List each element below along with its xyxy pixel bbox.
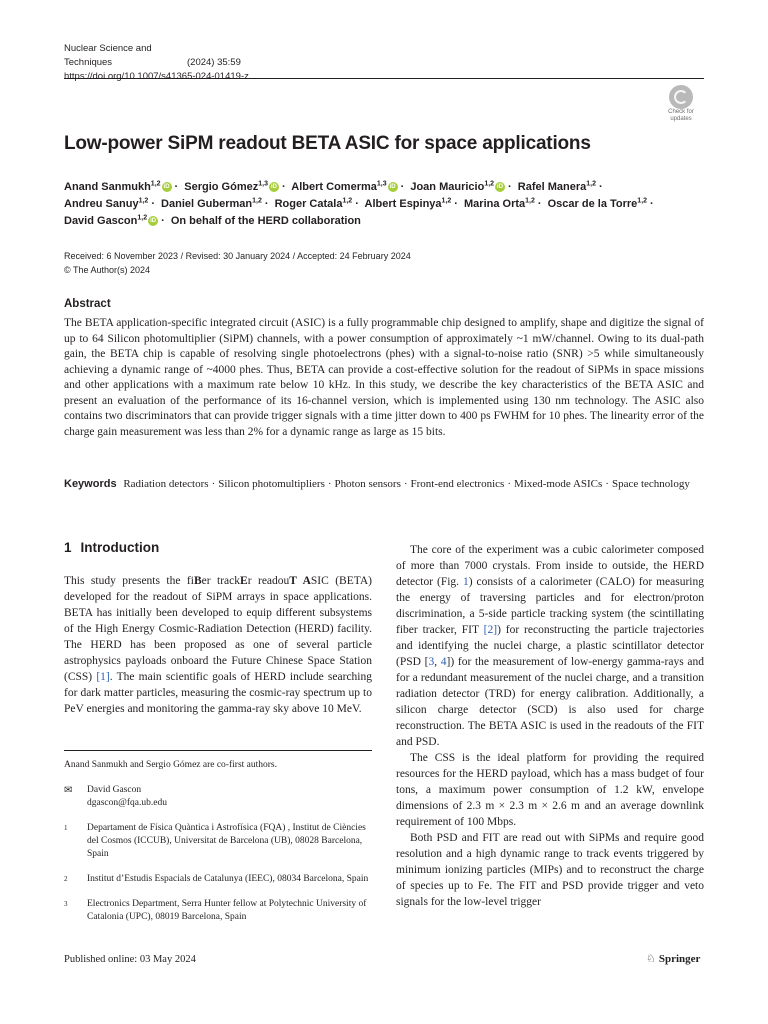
cofirst-note: Anand Sanmukh and Sergio Gómez are co-first authors. [64, 760, 277, 770]
author-4[interactable] [518, 181, 596, 193]
author-separator: · [161, 215, 165, 227]
copyright-line: © The Author(s) 2024 [64, 265, 151, 275]
author-separator: · [454, 198, 458, 210]
keyword: Radiation detectors [123, 478, 209, 490]
author-9[interactable] [464, 198, 535, 210]
author-aff: 1,2 [150, 180, 161, 188]
check-for-updates-icon [669, 85, 693, 109]
author-0[interactable] [64, 181, 172, 193]
doi-link[interactable]: https://doi.org/10.1007/s41365-024-01419-z [64, 71, 249, 82]
footnotes [64, 784, 374, 936]
affiliation-text: Electronics Department, Serra Hunter fellow at Polytechnic University of Catalonia (UPC), 08019 Barcelona, Spain [87, 899, 367, 922]
orcid-icon[interactable]: iD [150, 218, 157, 225]
text-run: SIC (BETA) developed for the readout of SiPM arrays in space applications. BETA has initially been developed to equip different subsystems of the High Energy Cosmic-Radiation Detection (HERD) facility. The HERD has been proposed as one of several particle astrophysics payloads onboard the Future Chinese Space Station (CSS) [64, 575, 372, 683]
collaboration: On behalf of the HERD collaboration [170, 215, 361, 227]
author-separator: · [355, 198, 359, 210]
text-run: This study presents the fi [64, 575, 194, 587]
dates-line: Received: 6 November 2023 / Revised: 30 January 2024 / Accepted: 24 February 2024 [64, 251, 411, 261]
abstract-heading: Abstract [64, 298, 111, 310]
contact-author [64, 784, 374, 810]
author-aff: 1,2 [525, 197, 535, 205]
author-aff: 1,2 [586, 180, 596, 188]
reference-link[interactable]: 4 [440, 656, 447, 668]
orcid-icon[interactable]: iD [163, 184, 170, 191]
badge-line1: Check for [668, 109, 694, 115]
section-heading [64, 540, 159, 555]
author-separator: · [650, 198, 654, 210]
header-rule [64, 78, 704, 79]
left-column [64, 573, 372, 717]
author-name: Albert Espinya [364, 198, 442, 210]
author-name: David Gascon [64, 215, 138, 227]
published-online: Published online: 03 May 2024 [64, 954, 196, 965]
author-separator: · [599, 181, 603, 193]
publisher-logo [646, 952, 700, 965]
affiliation-number: 1 [64, 824, 68, 832]
author-aff: 1,3 [258, 180, 268, 188]
author-list [64, 179, 714, 230]
affiliation-number: 2 [64, 875, 68, 883]
author-name: Anand Sanmukh [64, 181, 151, 193]
author-aff: 1,2 [252, 197, 262, 205]
author-11[interactable] [64, 215, 158, 227]
check-for-updates-badge[interactable] [662, 84, 700, 124]
paper-title: Low-power SiPM readout BETA ASIC for space applications [64, 133, 591, 154]
keyword: Photon sensors [334, 478, 401, 490]
text-run: er track [201, 575, 241, 587]
author-name: Albert Comerma [291, 181, 377, 193]
keyword-separator: · [327, 478, 332, 490]
author-name: Sergio Gómez [184, 181, 259, 193]
author-10[interactable] [548, 198, 647, 210]
section-title: Introduction [80, 540, 160, 555]
author-separator: · [537, 198, 542, 210]
keyword: Space technology [611, 478, 690, 490]
author-1[interactable] [184, 181, 279, 193]
affiliation-2 [64, 873, 374, 886]
author-7[interactable] [275, 198, 353, 210]
text-run: The core of the experiment was a cubic calorimeter composed of more than 7000 crystals. From inside to outside, the HERD detector (Fig. [396, 544, 704, 588]
author-aff: 1,3 [376, 180, 387, 188]
intro-paragraph-4: Both PSD and FIT are read out with SiPMs and require good resolution and a high dynamic range to track events triggered by minimum ionizing particles (MIPs) and to reconstruct the charge of species up to Fe. The FIT and PSD provide trigger and veto signals for the low-level trigger [396, 832, 704, 908]
text-run: ]) for the measurement of low-energy gamma-rays and for a redundant measurement of the nuclei charge, and a transition radiation detector (TRD) for energy calibration. Additionally, a silicon charge detector (SCD) is also used for charge reconstruction. The BETA ASIC is used in the readouts of the FIT and PSD. [396, 656, 704, 748]
author-6[interactable] [161, 198, 262, 210]
author-name: Joan Mauricio [410, 181, 485, 193]
author-separator: · [281, 181, 286, 193]
text-run: . The main scientific goals of HERD include searching for dark matter particles, measuring the cosmic-ray spectrum up to PeV energies and monitoring the gamma-ray sky above 10 MeV. [64, 671, 372, 715]
author-5[interactable] [64, 198, 148, 210]
author-aff: 1,2 [637, 197, 648, 205]
intro-paragraph-2 [396, 542, 704, 750]
orcid-icon[interactable]: iD [497, 184, 504, 191]
intro-paragraph-3: The CSS is the ideal platform for providing the required resources for the HERD payload, which has a mass budget of four tons, a maximum power consumption of 1.2 kW, envelope dimensions of 2.3 m × 2.3 m × 2.6 m and an average downlink requirement of 100 Mbps. [396, 752, 704, 828]
citation: (2024) 35:59 [187, 57, 241, 68]
article-history [64, 249, 411, 277]
author-separator: · [151, 198, 155, 210]
affiliation-text: Institut d’Estudis Espacials de Catalunya (IEEC), 08034 Barcelona, Spain [87, 874, 369, 884]
contact-email-link[interactable]: dgascon@fqa.ub.edu [87, 798, 167, 808]
text-run: r readou [247, 575, 290, 587]
author-8[interactable] [365, 198, 452, 210]
author-name: Oscar de la Torre [547, 198, 638, 210]
text-run-bold: T A [289, 575, 311, 587]
keywords-heading: Keywords [64, 478, 117, 490]
figure-link[interactable]: 1 [463, 576, 469, 588]
affiliation-1 [64, 822, 374, 861]
author-aff: 1,2 [342, 197, 353, 205]
author-aff: 1,2 [441, 197, 452, 205]
envelope-icon: ✉ [64, 785, 73, 796]
author-aff: 1,2 [137, 214, 148, 222]
keyword-separator: · [403, 478, 408, 490]
text-run: ) for reconstructing the particle trajectories and identifying the nuclei charge, a plastic scintillator detector (PSD [ [396, 624, 704, 668]
abstract-text: The BETA application-specific integrated circuit (ASIC) is a fully programmable chip designed to amplify, shape and digitize the signal of up to 64 Silicon photomultiplier (SiPM) channels, with a power consumption of approximately ~1 mW/channel. Owing to its dual-path gain, the BETA chip is capable of resolving single photoelectrons (phes) with a signal-to-noise ratio (SNR) >5 while simultaneously achieving a dynamic range of ~4000 phes. Thus, BETA can provide a cost-effective solution for the readout of SiPMs in space missions and other applications with a maximum rate below 10 kHz. In this study, we describe the key characteristics of the BETA ASIC and present an evaluation of the performance of its 16-channel version, which is implemented using 130 nm technology. The ASIC also contains two discriminators that can provide trigger signals with a time jitter down to 400 ps FWHM for 10 phes. The linearity error of the charge gain measurement was less than 2% for a dynamic range as large as 15 bits. [64, 317, 704, 438]
text-run: , [434, 656, 441, 668]
author-name: Roger Catala [274, 198, 343, 210]
author-separator: · [508, 181, 512, 193]
author-name: Marina Orta [464, 198, 526, 210]
orcid-icon[interactable]: iD [270, 184, 277, 191]
author-aff: 1,2 [484, 180, 495, 188]
orcid-icon[interactable]: iD [389, 184, 396, 191]
reference-link[interactable]: [2] [483, 624, 498, 636]
text-run-bold: B [193, 575, 202, 587]
badge-line2: updates [670, 116, 692, 122]
footnote-rule [64, 750, 372, 751]
keyword-separator: · [507, 478, 511, 490]
author-separator: · [400, 181, 405, 193]
keyword: Front-end electronics [410, 478, 505, 490]
author-name: Rafel Manera [517, 181, 587, 193]
section-number: 1 [64, 540, 72, 555]
author-3[interactable] [410, 181, 505, 193]
right-column [396, 542, 704, 910]
springer-horse-icon: ♘ [646, 953, 656, 965]
journal-name: Nuclear Science and Techniques [64, 43, 152, 68]
text-run: ) consists of a calorimeter (CALO) for measuring the energy of traversing particles and for electron/proton discrimination, a 5-side particle tracking system (the scintillating fiber tracker, FIT [396, 576, 705, 636]
keyword: Mixed-mode ASICs [513, 478, 603, 490]
intro-paragraph-1 [64, 573, 372, 717]
author-2[interactable] [291, 181, 397, 193]
keywords [64, 476, 704, 493]
text-run-bold: E [240, 575, 248, 587]
author-name: Daniel Guberman [161, 198, 253, 210]
affiliation-3 [64, 898, 374, 924]
author-aff: 1,2 [138, 197, 149, 205]
reference-link[interactable]: 3 [428, 656, 435, 668]
keyword: Silicon photomultipliers [218, 478, 325, 490]
affiliation-number: 3 [64, 900, 68, 908]
affiliation-text: Departament de Física Quàntica i Astrofísica (FQA) , Institut de Ciències del Cosmos (ICCUB), Universitat de Barcelona (UB), 08028 Barcelona, Spain [87, 823, 366, 859]
keyword-separator: · [211, 478, 216, 490]
contact-name: David Gascon [87, 785, 142, 795]
author-separator: · [264, 198, 269, 210]
publisher-name: Springer [658, 953, 701, 965]
author-separator: · [174, 181, 179, 193]
author-name: Andreu Sanuy [64, 198, 139, 210]
reference-link[interactable]: [1] [96, 671, 110, 683]
keyword-separator: · [605, 478, 609, 490]
